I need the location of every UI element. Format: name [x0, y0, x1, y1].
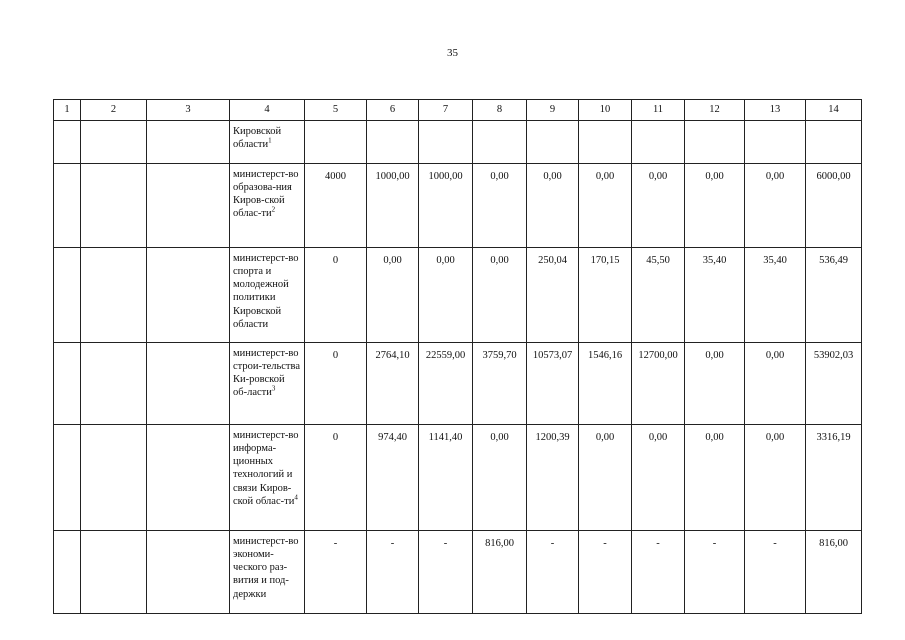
value-cell: 0 — [305, 248, 367, 343]
footnote-mark: 2 — [271, 205, 276, 214]
ministry-name: министерст-во образова-ния Киров-ской облас-ти — [233, 169, 299, 220]
ministry-name: министерст-во экономи-ческого раз-вития и под-держки — [233, 536, 299, 600]
value-cell — [806, 121, 862, 164]
ministry-name: Кировской области — [233, 126, 282, 151]
value-cell: 0,00 — [685, 343, 745, 425]
value-cell: 0,00 — [367, 248, 419, 343]
value-cell: - — [745, 531, 806, 614]
ministry-name-cell — [230, 343, 305, 425]
empty-cell — [147, 343, 230, 425]
empty-cell — [54, 425, 81, 531]
value-cell: 816,00 — [806, 531, 862, 614]
empty-cell — [81, 164, 147, 248]
value-cell — [685, 121, 745, 164]
header-cell: 8 — [473, 100, 527, 121]
value-cell: 1546,16 — [579, 343, 632, 425]
empty-cell — [147, 425, 230, 531]
header-cell: 5 — [305, 100, 367, 121]
value-cell: 250,04 — [527, 248, 579, 343]
header-cell: 13 — [745, 100, 806, 121]
empty-cell — [81, 248, 147, 343]
value-cell: 0,00 — [419, 248, 473, 343]
empty-cell — [147, 121, 230, 164]
table-row — [54, 531, 862, 614]
empty-cell — [54, 531, 81, 614]
header-cell: 2 — [81, 100, 147, 121]
value-cell: - — [527, 531, 579, 614]
table-row — [54, 343, 862, 425]
empty-cell — [54, 164, 81, 248]
value-cell: 0,00 — [745, 164, 806, 248]
budget-table — [53, 99, 862, 614]
value-cell: 0,00 — [527, 164, 579, 248]
value-cell — [305, 121, 367, 164]
header-cell: 4 — [230, 100, 305, 121]
value-cell: 536,49 — [806, 248, 862, 343]
header-cell: 10 — [579, 100, 632, 121]
header-cell: 1 — [54, 100, 81, 121]
empty-cell — [54, 248, 81, 343]
value-cell: - — [305, 531, 367, 614]
value-cell — [527, 121, 579, 164]
header-cell: 14 — [806, 100, 862, 121]
header-cell: 9 — [527, 100, 579, 121]
value-cell: 12700,00 — [632, 343, 685, 425]
empty-cell — [54, 343, 81, 425]
empty-cell — [147, 164, 230, 248]
value-cell — [579, 121, 632, 164]
value-cell: 1200,39 — [527, 425, 579, 531]
value-cell: 0,00 — [632, 425, 685, 531]
ministry-name: министерст-во строи-тельства Ки-ровской об-ласти — [233, 348, 300, 399]
value-cell: 0,00 — [685, 164, 745, 248]
header-cell: 7 — [419, 100, 473, 121]
value-cell — [419, 121, 473, 164]
ministry-name-cell — [230, 248, 305, 343]
ministry-name: министерст-во информа-ционных технологий и связи Киров-ской облас-ти — [233, 430, 299, 507]
value-cell: 974,40 — [367, 425, 419, 531]
value-cell: 4000 — [305, 164, 367, 248]
table-row — [54, 121, 862, 164]
value-cell: 3759,70 — [473, 343, 527, 425]
value-cell: 0 — [305, 343, 367, 425]
value-cell: 0,00 — [579, 425, 632, 531]
header-cell: 6 — [367, 100, 419, 121]
value-cell: 35,40 — [685, 248, 745, 343]
ministry-name-cell — [230, 425, 305, 531]
header-cell: 3 — [147, 100, 230, 121]
value-cell: 0,00 — [632, 164, 685, 248]
value-cell — [473, 121, 527, 164]
footnote-mark: 3 — [271, 384, 276, 393]
value-cell: 6000,00 — [806, 164, 862, 248]
ministry-name-cell — [230, 531, 305, 614]
empty-cell — [147, 248, 230, 343]
value-cell: 45,50 — [632, 248, 685, 343]
value-cell: - — [419, 531, 473, 614]
value-cell: 22559,00 — [419, 343, 473, 425]
empty-cell — [147, 531, 230, 614]
value-cell: 0,00 — [745, 343, 806, 425]
value-cell: 10573,07 — [527, 343, 579, 425]
footnote-mark: 1 — [268, 136, 272, 145]
value-cell: 1141,40 — [419, 425, 473, 531]
value-cell: 816,00 — [473, 531, 527, 614]
empty-cell — [54, 121, 81, 164]
header-cell: 11 — [632, 100, 685, 121]
empty-cell — [81, 121, 147, 164]
value-cell: 53902,03 — [806, 343, 862, 425]
value-cell: - — [367, 531, 419, 614]
value-cell: 3316,19 — [806, 425, 862, 531]
table-row — [54, 164, 862, 248]
empty-cell — [81, 343, 147, 425]
empty-cell — [81, 531, 147, 614]
header-cell: 12 — [685, 100, 745, 121]
value-cell — [745, 121, 806, 164]
value-cell: 0,00 — [473, 164, 527, 248]
value-cell: 170,15 — [579, 248, 632, 343]
value-cell: 0,00 — [579, 164, 632, 248]
ministry-name-cell — [230, 121, 305, 164]
ministry-name-cell — [230, 164, 305, 248]
value-cell: 1000,00 — [367, 164, 419, 248]
value-cell — [367, 121, 419, 164]
header-row — [54, 100, 862, 121]
value-cell: 0,00 — [473, 425, 527, 531]
value-cell: 0 — [305, 425, 367, 531]
empty-cell — [81, 425, 147, 531]
table-row — [54, 248, 862, 343]
value-cell: - — [685, 531, 745, 614]
value-cell: - — [632, 531, 685, 614]
value-cell: 35,40 — [745, 248, 806, 343]
value-cell: 0,00 — [473, 248, 527, 343]
value-cell: 0,00 — [745, 425, 806, 531]
ministry-name: министерст-во спорта и молодежной политики Кировской области — [233, 253, 299, 330]
value-cell: 0,00 — [685, 425, 745, 531]
table-row — [54, 425, 862, 531]
value-cell: - — [579, 531, 632, 614]
page-number: 35 — [447, 47, 458, 59]
value-cell — [632, 121, 685, 164]
footnote-mark: 4 — [294, 493, 298, 502]
value-cell: 2764,10 — [367, 343, 419, 425]
value-cell: 1000,00 — [419, 164, 473, 248]
